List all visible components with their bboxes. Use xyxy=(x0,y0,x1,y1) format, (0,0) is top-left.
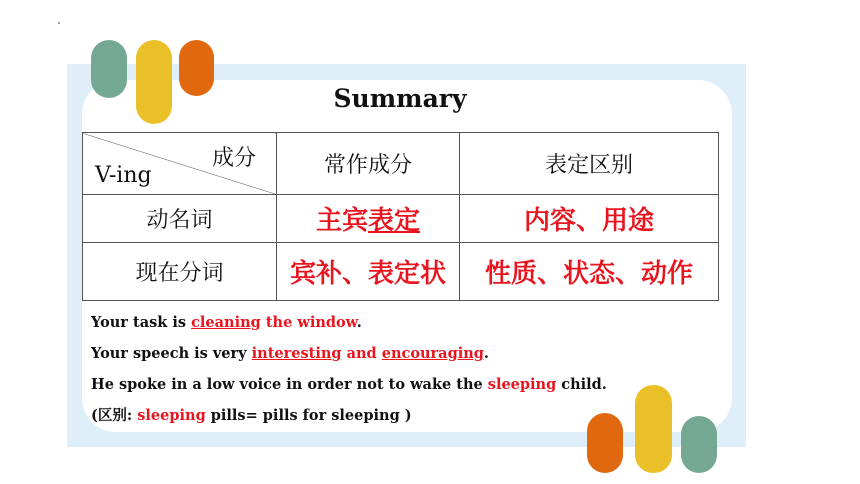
ex1-post: . xyxy=(356,314,362,331)
ex1-red: the window xyxy=(260,314,357,331)
ex2-and: and xyxy=(341,345,382,362)
participle-difference-cell xyxy=(460,243,719,301)
row-label-gerund: 动名词 xyxy=(83,195,277,243)
gerund-roles-b: 表定 xyxy=(368,206,421,236)
header-difference: 表定区别 xyxy=(460,133,719,195)
gerund-roles-a: 主宾 xyxy=(315,206,368,236)
example-line-2 xyxy=(91,344,731,375)
example-line-1 xyxy=(91,313,731,344)
ex2-pre: Your speech is very xyxy=(91,345,252,362)
stray-dot xyxy=(58,22,60,24)
summary-table xyxy=(82,132,719,301)
decor-pill-green-top xyxy=(91,40,127,98)
ex2-post: . xyxy=(483,345,489,362)
example-line-4 xyxy=(91,406,731,437)
table-header-row xyxy=(83,133,719,195)
participle-roles: 宾补、表定状 xyxy=(289,259,446,289)
ex1-pre: Your task is xyxy=(91,314,192,331)
gerund-difference-cell xyxy=(460,195,719,243)
decor-pill-yellow-top xyxy=(136,40,172,124)
ex4-highlight: sleeping xyxy=(137,407,206,424)
participle-roles-cell xyxy=(277,243,460,301)
gerund-roles-cell xyxy=(277,195,460,243)
header-common-role: 常作成分 xyxy=(277,133,460,195)
table-row xyxy=(83,243,719,301)
slide-title: Summary xyxy=(333,84,467,113)
ex3-post: child. xyxy=(556,376,607,393)
example-sentences xyxy=(91,313,731,437)
row-label-participle: 现在分词 xyxy=(83,243,277,301)
participle-difference: 性质、状态、动作 xyxy=(484,259,693,289)
ex4-pre: (区别: xyxy=(91,407,138,424)
ex3-highlight: sleeping xyxy=(487,376,557,393)
gerund-difference: 内容、用途 xyxy=(523,206,654,236)
example-line-3 xyxy=(91,375,731,406)
decor-pill-orange-top xyxy=(179,40,214,96)
ex2-highlight-1: interesting xyxy=(251,345,342,362)
ex1-highlight: cleaning xyxy=(191,314,261,331)
diagonal-header-cell xyxy=(83,133,277,195)
header-ving-label: V-ing xyxy=(95,163,152,188)
table-row xyxy=(83,195,719,243)
ex4-post: pills= pills for sleeping ) xyxy=(205,407,412,424)
ex2-highlight-2: encouraging xyxy=(381,345,484,362)
ex3-pre: He spoke in a low voice in order not to wake the xyxy=(91,376,488,393)
header-component-label: 成分 xyxy=(211,146,256,171)
